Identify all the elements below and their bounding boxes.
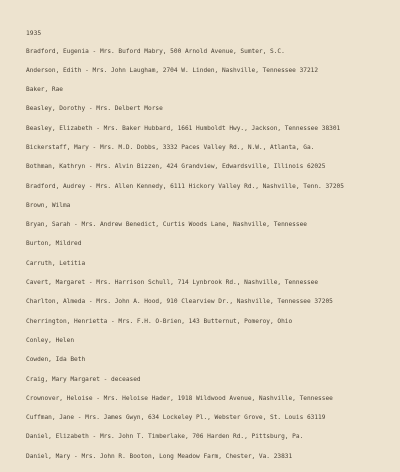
list-item: Bryan, Sarah - Mrs. Andrew Benedict, Curtis Woods Lane, Nashville, Tennessee: [26, 221, 344, 240]
list-item: Beasley, Dorothy - Mrs. Delbert Morse: [26, 105, 344, 124]
year-heading: 1935: [26, 30, 41, 38]
list-item: Bradford, Eugenia - Mrs. Buford Mabry, 500 Arnold Avenue, Sumter, S.C.: [26, 48, 344, 67]
list-item: Bradford, Audrey - Mrs. Allen Kennedy, 6111 Hickory Valley Rd., Nashville, Tenn. 37205: [26, 183, 344, 202]
list-item: Cowden, Ida Beth: [26, 356, 344, 375]
list-item: Cavert, Margaret - Mrs. Harrison Schull, 714 Lynbrook Rd., Nashville, Tennessee: [26, 279, 344, 298]
list-item: Crownover, Heloise - Mrs. Heloise Hader, 1918 Wildwood Avenue, Nashville, Tennessee: [26, 395, 344, 414]
list-item: Baker, Rae: [26, 86, 344, 105]
list-item: Daniel, Mary - Mrs. John R. Booton, Long Meadow Farm, Chester, Va. 23831: [26, 453, 344, 472]
list-item: Conley, Helen: [26, 337, 344, 356]
list-item: Anderson, Edith - Mrs. John Laugham, 2704 W. Linden, Nashville, Tennessee 37212: [26, 67, 344, 86]
list-item: Cherrington, Henrietta - Mrs. F.H. O-Brien, 143 Butternut, Pomeroy, Ohio: [26, 318, 344, 337]
list-item: Carruth, Letitia: [26, 260, 344, 279]
list-item: Cuffman, Jane - Mrs. James Gwyn, 634 Lockeley Pl., Webster Grove, St. Louis 63119: [26, 414, 344, 433]
alumnae-list: [26, 48, 344, 472]
list-item: Craig, Mary Margaret - deceased: [26, 376, 344, 395]
list-item: Bickerstaff, Mary - Mrs. M.D. Dobbs, 3332 Paces Valley Rd., N.W., Atlanta, Ga.: [26, 144, 344, 163]
list-item: Beasley, Elizabeth - Mrs. Baker Hubbard, 1661 Humboldt Hwy., Jackson, Tennessee 38301: [26, 125, 344, 144]
list-item: Charlton, Almeda - Mrs. John A. Hood, 910 Clearview Dr., Nashville, Tennessee 37205: [26, 298, 344, 317]
list-item: Bothman, Kathryn - Mrs. Alvin Bizzen, 424 Grandview, Edwardsville, Illinois 62025: [26, 163, 344, 182]
list-item: Burton, Mildred: [26, 240, 344, 259]
list-item: Daniel, Elizabeth - Mrs. John T. Timberlake, 706 Harden Rd., Pittsburg, Pa.: [26, 433, 344, 452]
list-item: Brown, Wilma: [26, 202, 344, 221]
